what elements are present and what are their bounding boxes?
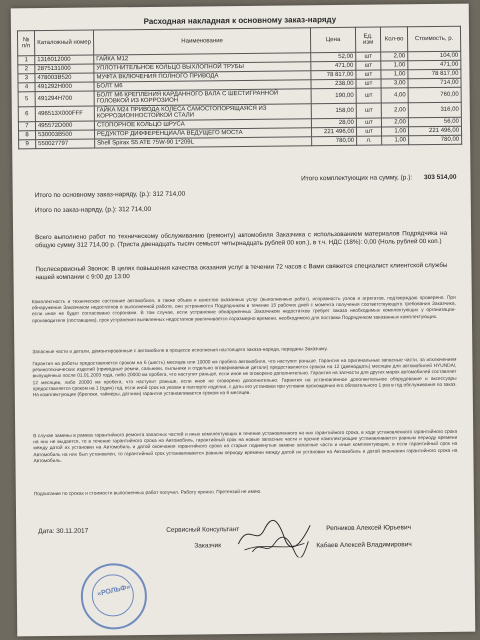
row-price: 221 496,00 [311, 127, 356, 136]
row-code: 530003B500 [36, 130, 95, 140]
terms-completeness: Комплектность и техническое состояние автомобиля, а также объем и качество оказанных услуг (выполненных работ), исправность узлов и агрегатов, подтверждаю проверено. При обнаружении Заказчиком недостатков в выполненной работе, они устраняются Подрядчиком в течение 15 рабочих дней с момента получения соответствующего требования Заказчика, если иное не будет согласовано сторонами. В том случае, если устранение обнаруженных Заказчиком недостатков требует заказа необходимых комплектующих у организации-производителя (поставщика), срок устранения выявленных недостатков увеличивается соразмерно времени, необходимого для поставки Подрядчиком заказанных комплектующих. [31, 295, 456, 324]
row-num: 1 [18, 56, 35, 65]
row-name: ГАЙКА М12 [94, 53, 311, 64]
row-unit: шт [356, 52, 381, 61]
row-num: 4 [18, 83, 35, 92]
row-qty: 1,00 [381, 127, 408, 136]
row-price: 78 817,00 [311, 70, 356, 79]
items-table [17, 26, 462, 150]
stamp-brand-text: «РОЛЬФ» [96, 583, 131, 598]
row-name: БОЛТ М6 КРЕПЛЕНИЯ КАРДАННОГО ВАЛА С ШЕСТИГРАННОЙ ГОЛОВКОЙ ИЗ КОРРОЗИОН [94, 89, 311, 106]
row-qty: 2,00 [381, 118, 408, 127]
components-total [301, 174, 457, 183]
consultant-label: Сервисный Консультант [166, 526, 240, 534]
row-unit: шт [356, 61, 381, 70]
row-price: 52,00 [311, 52, 356, 61]
row-num: 7 [18, 122, 35, 131]
row-cost: 471,00 [408, 60, 461, 70]
row-price: 238,00 [311, 79, 356, 88]
row-cost: 780,00 [409, 135, 462, 145]
row-price: 190,00 [311, 88, 356, 103]
row-code: 491292H000 [35, 82, 94, 92]
invoice-sheet [11, 4, 476, 637]
row-cost: 104,00 [408, 51, 461, 61]
row-name: УПЛОТНИТЕЛЬНОЕ КОЛЬЦО ВЫХЛОПНОЙ ТРУБЫ [94, 62, 311, 73]
col-code: Каталожный номер [34, 30, 93, 56]
document-date: Дата: 30.11.2017 [38, 527, 89, 536]
row-num: 8 [19, 131, 36, 140]
col-cost: Стоимость, р. [407, 26, 460, 52]
row-unit: шт [356, 103, 381, 118]
summary-order: Итого по заказ-наряду, (р.): 312 714,00 [34, 205, 152, 215]
col-qty: Кол-во [380, 27, 407, 52]
row-num: 6 [18, 107, 35, 122]
customer-label: Заказчик [194, 542, 222, 550]
row-price: 471,00 [311, 61, 356, 70]
row-code: 1316012000 [35, 55, 94, 65]
col-num: № п/п [17, 31, 34, 56]
terms-warranty: Гарантия на работы предоставляется сроком на 6 (шесть) месяцев или 10000 км пробега автомобиля, что наступит раньше. Гарантия на оригинальные запасные части, за исключением резинотехнических изделий (приводные ремни, сальники, пыльники и отдельно оговариваемые детали) предоставляется сроком на 12 (двенадцать) месяцев для автомобилей HYUNDAI, выпущенных после 01.01.2003 года, либо 20000 км пробега, что наступит раньше, если иное не оговорено дополнительно. Гарантия на запчасти для других марок автомобилей составляет 12 месяцев, либо 20000 км пробега, что наступит раньше, если иное не оговорено дополнительно. Гарантия на установленное дополнительное оборудование и аксессуары предоставляется сроком на 1 (один) год, если иной срок на указан в паспорте изделия, с даты его установки при условии прохождения его обязательного 1 раз в год обслуживания по заказ. На комплектующие (брелоки, таймеры, датчики) гарантия устанавливается сроком на 6 месяцев. [32, 357, 457, 399]
terms-parts-returned: Запасные части и детали, демонтированные с автомобиля в процессе исполнения настоящего заказа-наряда, переданы Заказчику. [32, 347, 328, 356]
terms-acceptance: Подписание по сроках и стоимости выполненных работ получил. Работу принял. Претензий не имею. [33, 489, 262, 498]
row-unit: шт [356, 88, 381, 103]
row-qty: 1,00 [382, 136, 409, 145]
row-price: 780,00 [312, 136, 357, 145]
aftercare-call-paragraph: Послесервисный Звонок: В целях повышения качества оказания услуг в течении 72 часов с Вами свяжется специалист клиентской службы нашей компании с 9:00 до 13:00 [35, 261, 448, 282]
row-code: 550027797 [36, 139, 95, 149]
row-num: 3 [18, 74, 35, 83]
row-qty: 3,00 [381, 79, 408, 88]
row-name: РЕДУКТОР ДИФФЕРЕНЦИАЛА ВЕДУЩЕГО МОСТА [95, 128, 312, 139]
row-unit: шт [356, 70, 381, 79]
row-cost: 760,00 [408, 87, 461, 103]
consultant-name: Репников Алексей Юрьевич [326, 524, 412, 533]
document-title: Расходная накладная к основному заказ-наряду [143, 15, 337, 27]
row-cost: 316,00 [408, 102, 461, 118]
row-qty: 4,00 [381, 88, 408, 103]
col-name: Наименование [93, 28, 310, 55]
row-name: Shell Spirax S5 ATE 75W-90 1*209L [95, 137, 312, 148]
components-total-label: Итого комплектующих на сумму, (р.): [301, 174, 413, 183]
row-qty: 1,00 [381, 70, 408, 79]
components-total-value: 303 514,00 [423, 173, 457, 182]
row-name: БОЛТ М6 [94, 80, 311, 91]
row-price: 158,00 [311, 103, 356, 118]
col-price: Цена [310, 27, 355, 52]
row-num: 9 [19, 140, 36, 149]
terms-warranty-replacement: В случае замены в рамках гарантийного ремонта запасных частей и иных комплектующих в течение установленного на них гарантийного срока, в ходе установленного гарантийного срока на них не выдается, то в течение гарантийного срока на Автомобиль, гарантийный срок на новые запасные части и прочие комплектующие устанавливается равным периоду времени между датой их установки на Автомобиль и датой окончания гарантийного срока на старые подменутые замене запасные части и иные комплектующие, в если гарантийный срок на Автомобиль на них был установлен, то гарантийный срок устанавливается равным периоду времени между датой их установки на Автомобиль и датой окончания гарантийного срока на Автомобиль. [33, 429, 458, 465]
row-unit: шт [356, 79, 381, 88]
row-code: 478003B520 [35, 73, 94, 83]
row-cost: 78 817,00 [408, 69, 461, 79]
customer-name: Кабаев Алексей Владимирович [316, 541, 412, 550]
row-qty: 2,00 [381, 52, 408, 61]
row-cost: 56,00 [408, 117, 461, 127]
row-code: 2875131000 [35, 64, 94, 74]
row-code: 496513X000FFF [35, 106, 94, 122]
row-name: МУФТА ВКЛЮЧЕНИЯ ПОЛНОГО ПРИВОДА [94, 71, 311, 82]
row-name: ГАЙКА М24 ПРИВОДА КОЛЕСА САМОСТОПОРЯЩАЯСЯ ИЗ КОРРОЗИОННОСТОЙКОЙ СТАЛИ [94, 104, 311, 121]
row-name: СТОПОРНОЕ КОЛЬЦО ШРУСА [94, 119, 311, 130]
row-code: 495572D000 [35, 121, 94, 131]
row-unit: шт [356, 118, 381, 127]
row-cost: 221 496,00 [408, 126, 461, 136]
work-summary-paragraph: Всего выполнено работ по техническому обслуживанию (ремонту) автомобиля Заказчика с использованием материалов Подрядчика на общую сумму 312 714,00 р. (Триста двенадцать тысяч семьсот четырнадцать рублей 00 коп.), в т.ч. НДС (18%): 0,00 (Ноль рублей 00 коп.) [35, 229, 448, 250]
row-code: 491294H700 [35, 91, 94, 107]
col-unit: Ед. изм [355, 27, 380, 52]
company-stamp [81, 563, 148, 630]
customer-signature [250, 535, 310, 558]
row-unit: л. [357, 136, 382, 145]
row-num: 5 [18, 92, 35, 107]
row-price: 28,00 [311, 118, 356, 127]
row-qty: 2,00 [381, 103, 408, 118]
summary-main-order: Итого по основному заказ-наряду, (р.): 312 714,00 [34, 190, 186, 200]
row-qty: 1,00 [381, 61, 408, 70]
row-num: 2 [18, 65, 35, 74]
row-cost: 714,00 [408, 78, 461, 88]
row-unit: шт [356, 127, 381, 136]
